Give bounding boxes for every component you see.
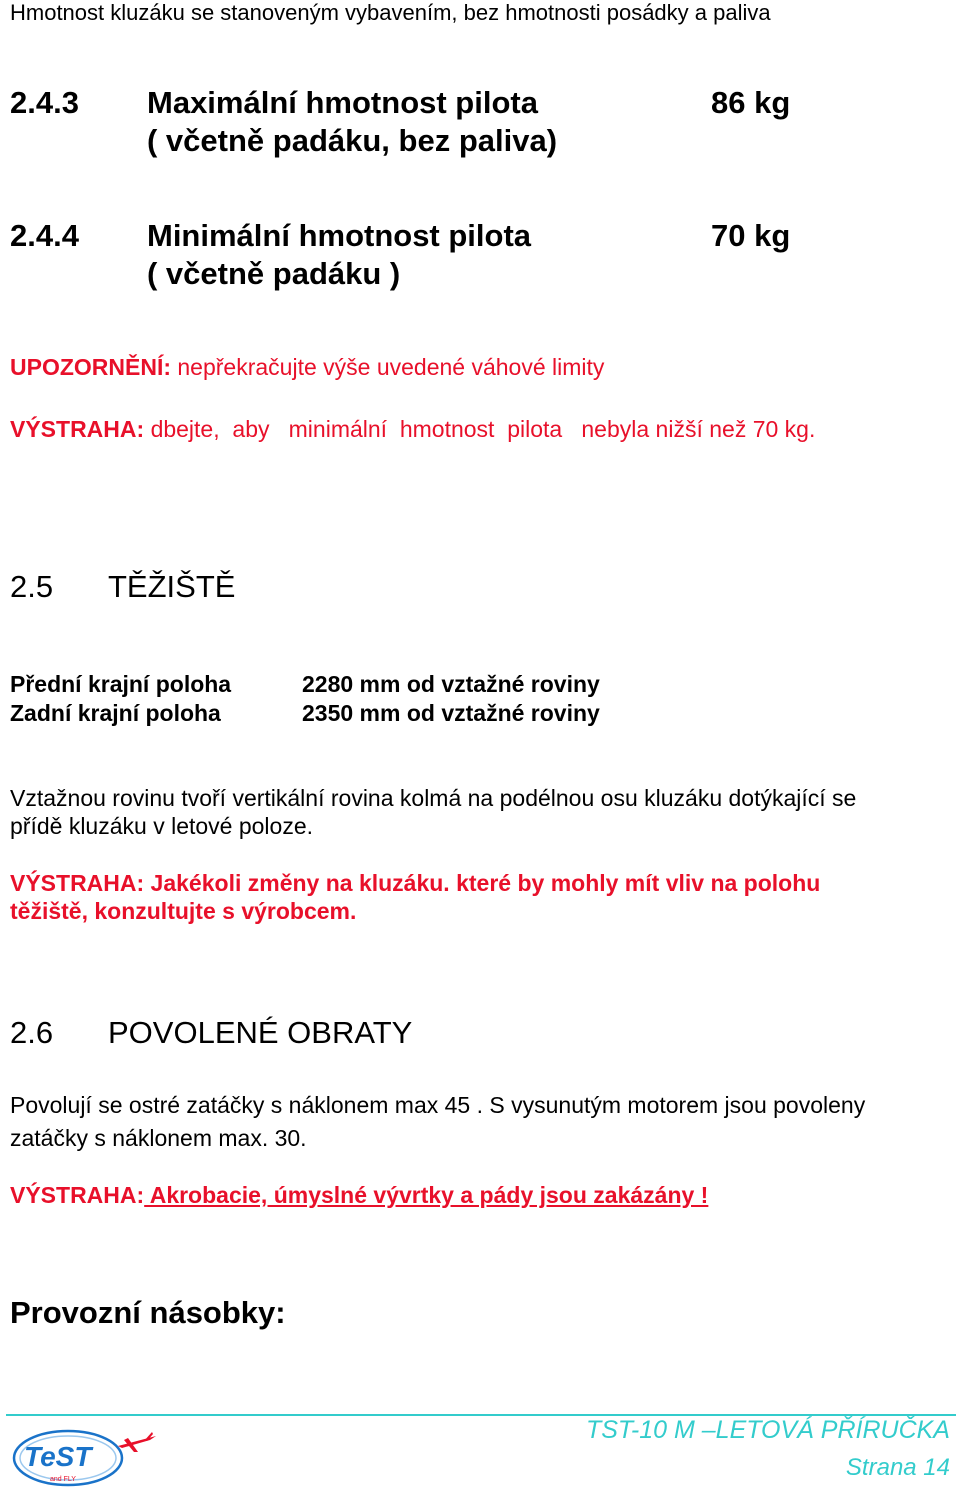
logo-text: TeST xyxy=(24,1441,92,1472)
footer-page-number: Strana 14 xyxy=(845,1454,950,1481)
maneuvers-warning xyxy=(10,1182,708,1209)
section-244-label-sub: ( včetně padáku ) xyxy=(147,256,401,291)
section-25-title: TĚŽIŠTĚ xyxy=(108,569,236,604)
datum-description-line2: přídě kluzáku v letové poloze. xyxy=(10,813,314,839)
maneuvers-warning-text: Akrobacie, úmyslné vývrtky a pády jsou zakázány ! xyxy=(144,1182,709,1208)
load-factors-heading: Provozní násobky: xyxy=(10,1295,286,1330)
logo-subtext: and FLY xyxy=(50,1476,76,1483)
section-243-value: 86 kg xyxy=(711,85,791,120)
test-logo xyxy=(10,1424,160,1488)
cg-rear-value: 2350 mm od vztažné roviny xyxy=(302,700,600,726)
cg-warning-line2: těžiště, konzultujte s výrobcem. xyxy=(10,898,357,924)
cg-warning-line1: VÝSTRAHA: Jakékoli změny na kluzáku. které by mohly mít vliv na polohu xyxy=(10,870,821,896)
cg-rear-label: Zadní krajní poloha xyxy=(10,700,221,726)
section-26-title: POVOLENÉ OBRATY xyxy=(108,1015,413,1050)
notice-upozorneni xyxy=(10,354,604,381)
datum-description-line1: Vztažnou rovinu tvoří vertikální rovina kolmá na podélnou osu kluzáku dotýkající se xyxy=(10,785,857,811)
notice-upozorneni-text: nepřekračujte výše uvedené váhové limity xyxy=(177,354,605,380)
intro-text: Hmotnost kluzáku se stanoveným vybavením, bez hmotnosti posádky a paliva xyxy=(10,0,771,25)
cg-front-value: 2280 mm od vztažné roviny xyxy=(302,671,600,697)
footer-manual-title: TST-10 M –LETOVÁ PŘÍRUČKA xyxy=(585,1416,950,1444)
section-25-number: 2.5 xyxy=(10,569,54,604)
section-243-label-sub: ( včetně padáku, bez paliva) xyxy=(147,123,558,158)
maneuvers-text-line2: zatáčky s náklonem max. 30. xyxy=(10,1125,307,1151)
section-244-number: 2.4.4 xyxy=(10,218,79,253)
section-243-number: 2.4.3 xyxy=(10,85,79,120)
section-26-number: 2.6 xyxy=(10,1015,54,1050)
notice-vystraha xyxy=(10,416,815,443)
maneuvers-warning-label: VÝSTRAHA: xyxy=(10,1182,145,1208)
notice-vystraha-label: VÝSTRAHA: xyxy=(10,416,145,442)
cg-front-label: Přední krajní poloha xyxy=(10,671,232,697)
section-243-label: Maximální hmotnost pilota xyxy=(147,85,538,120)
notice-vystraha-text: dbejte, aby minimální hmotnost pilota nebyla nižší než 70 kg. xyxy=(150,416,816,442)
section-244-value: 70 kg xyxy=(711,218,791,253)
notice-upozorneni-label: UPOZORNĚNÍ: xyxy=(10,354,171,380)
section-244-label: Minimální hmotnost pilota xyxy=(147,218,532,253)
maneuvers-text-line1: Povolují se ostré zatáčky s náklonem max 45 . S vysunutým motorem jsou povoleny xyxy=(10,1092,866,1118)
